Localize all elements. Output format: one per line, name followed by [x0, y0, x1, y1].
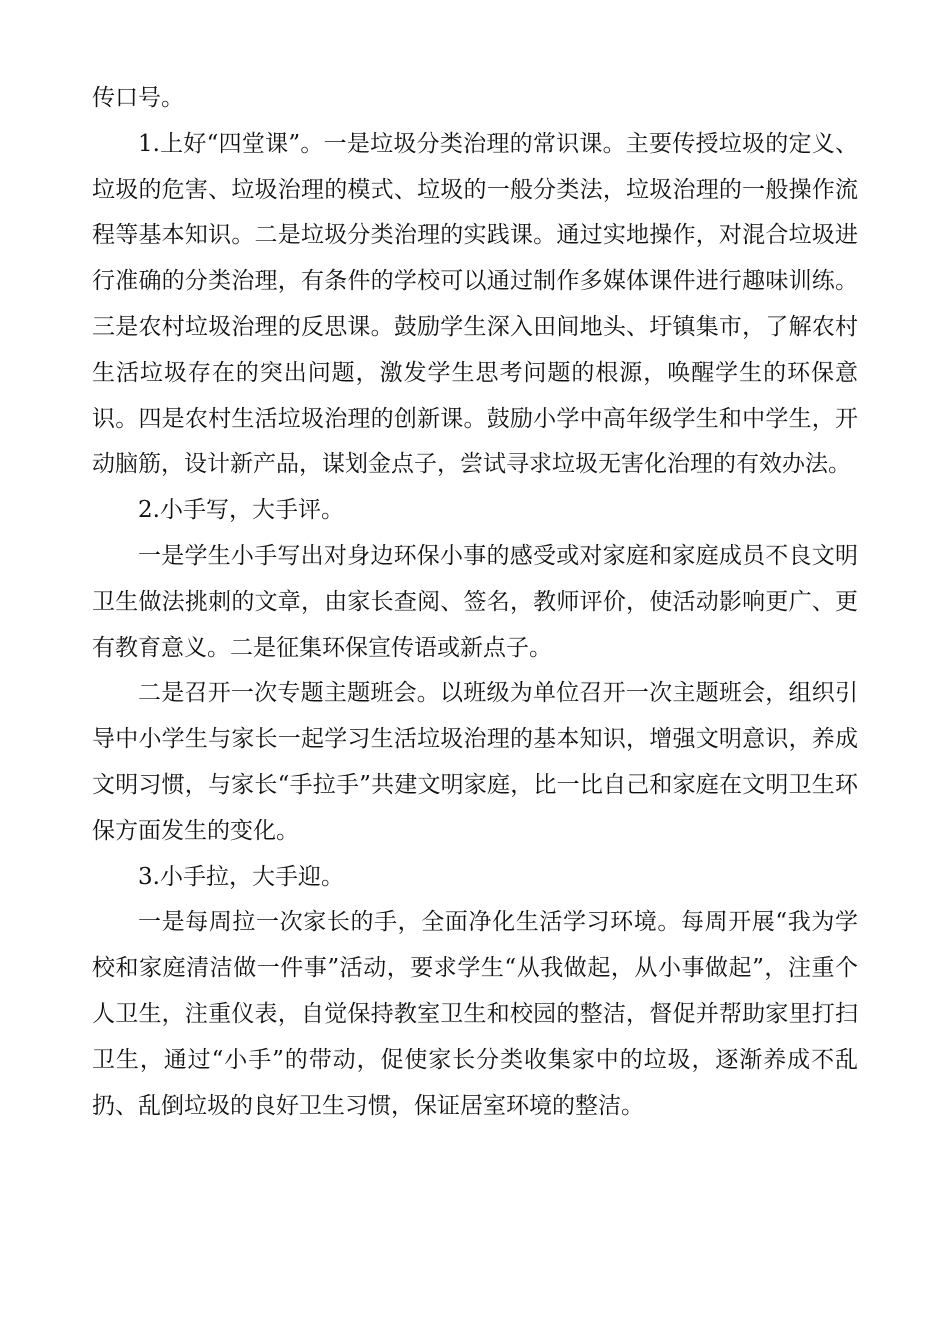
heading-small-hand-pull: 3.小手拉，大手迎。: [138, 863, 344, 890]
paragraph-weekly-activity: 一是每周拉一次家长的手，全面净化生活学习环境。每周开展“我为学校和家庭清洁做一件事”活动，要求学生“从我做起，从小事做起”，注重个人卫生，注重仪表，自觉保持教室卫生和校园的整洁，督促并帮助家里打扫卫生，通过“小手”的带动，促使家长分类收集家中的垃圾，逐渐养成不乱扔、乱倒垃圾的良好卫生习惯，保证居室环境的整洁。: [92, 909, 858, 1119]
paragraph-class-meeting: 二是召开一次专题主题班会。以班级为单位召开一次主题班会，组织引导中小学生与家长一起学习生活垃圾治理的基本知识，增强文明意识，养成文明习惯，与家长“手拉手”共建文明家庭，比一比自己和家庭在文明卫生环保方面发生的变化。: [92, 680, 858, 844]
document-body: [92, 76, 858, 1129]
heading-small-hand-write: 2.小手写，大手评。: [138, 497, 344, 524]
paragraph-students-write: 一是学生小手写出对身边环保小事的感受或对家庭和家庭成员不良文明卫生做法挑刺的文章，由家长查阅、签名，教师评价，使活动影响更广、更有教育意义。二是征集环保宣传语或新点子。: [92, 542, 858, 661]
paragraph-four-lessons: 1.上好“四堂课”。一是垃圾分类治理的常识课。主要传授垃圾的定义、垃圾的危害、垃圾治理的模式、垃圾的一般分类法，垃圾治理的一般操作流程等基本知识。二是垃圾分类治理的实践课。通过实地操作，对混合垃圾进行准确的分类治理，有条件的学校可以通过制作多媒体课件进行趣味训练。三是农村垃圾治理的反思课。鼓励学生深入田间地头、圩镇集市，了解农村生活垃圾存在的突出问题，激发学生思考问题的根源，唤醒学生的环保意识。四是农村生活垃圾治理的创新课。鼓励小学中高年级学生和中学生，开动脑筋，设计新产品，谋划金点子，尝试寻求垃圾无害化治理的有效办法。: [92, 130, 858, 478]
paragraph-continuation: 传口号。: [92, 85, 184, 111]
